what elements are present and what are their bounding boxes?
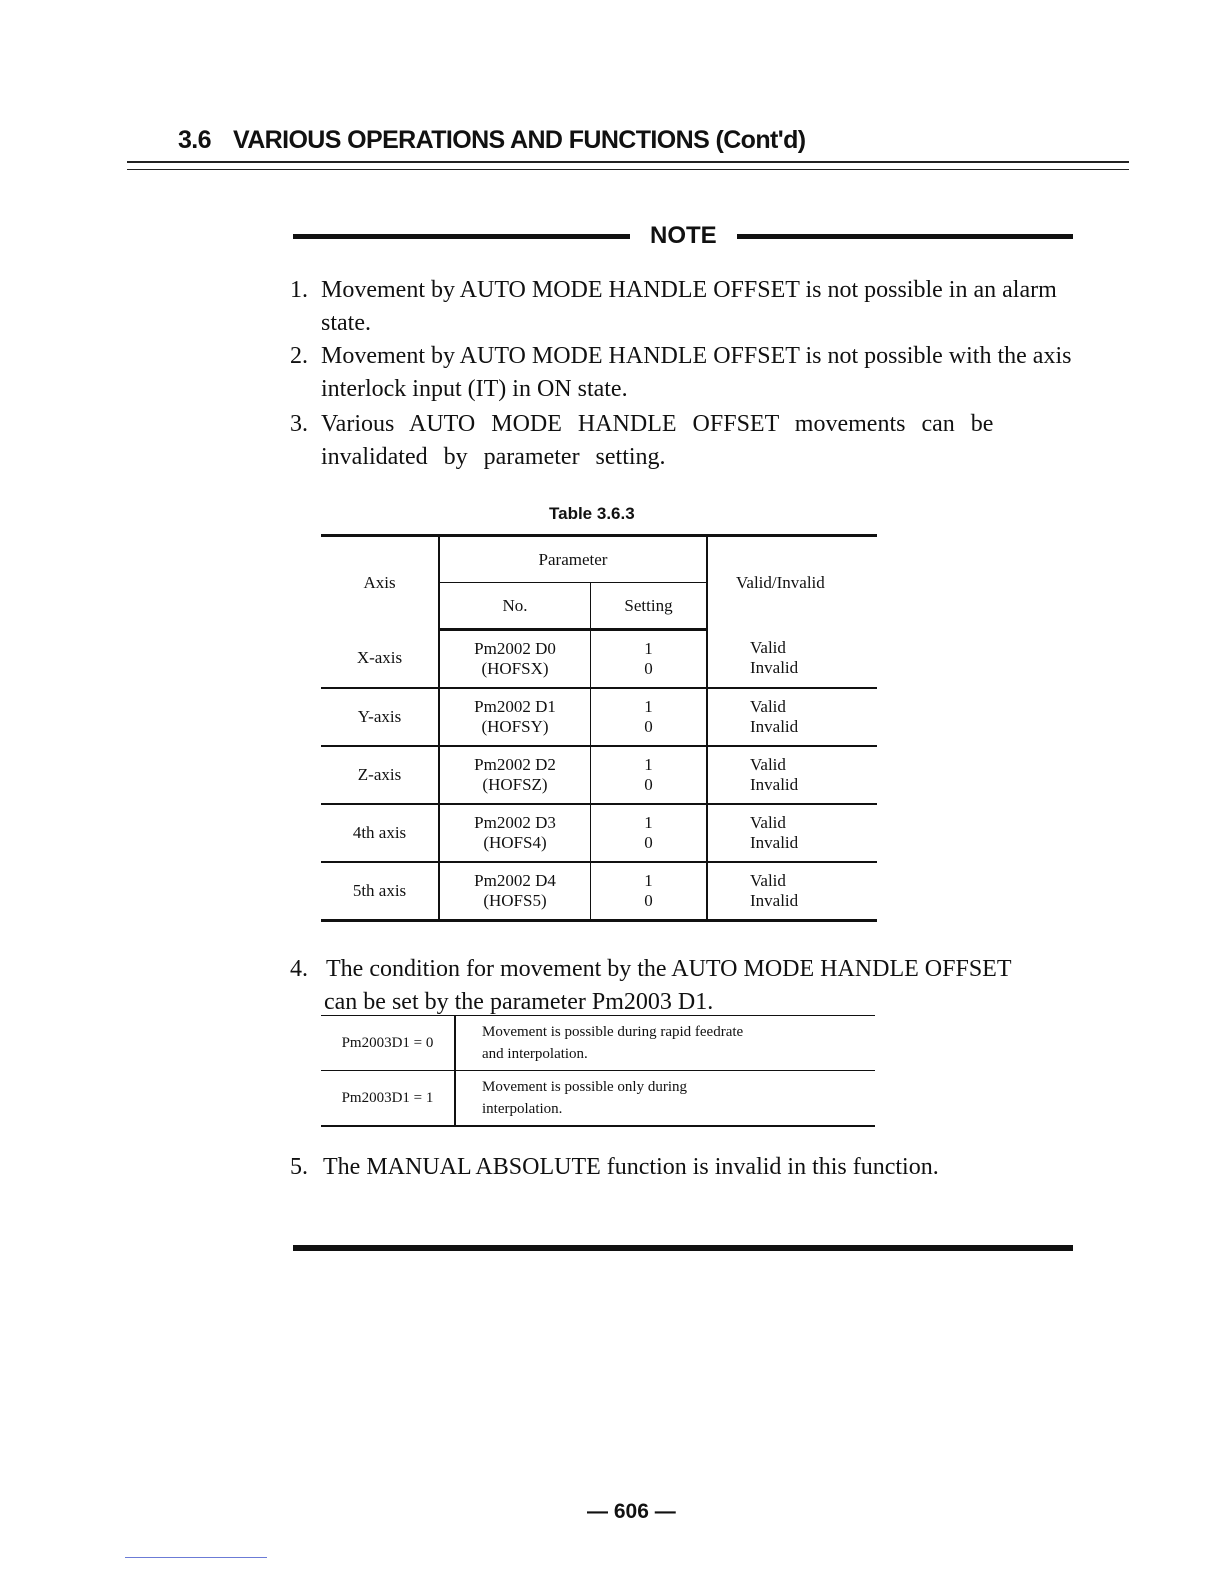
- note-item-number: 1.: [290, 277, 308, 303]
- param-no-cell: Pm2002 D4 (HOFS5): [439, 862, 591, 921]
- note-item-5: [290, 1151, 1080, 1184]
- note-item-number: 4.: [290, 956, 308, 982]
- parameter-table: [321, 534, 877, 922]
- param-no-cell: Pm2002 D1 (HOFSY): [439, 688, 591, 746]
- setting-cell: 1 0: [591, 746, 708, 804]
- condition-key: Pm2003D1 = 1: [321, 1071, 455, 1127]
- table-row: [321, 746, 877, 804]
- condition-value: Movement is possible only during interpolation.: [455, 1071, 875, 1127]
- table-caption: Table 3.6.3: [549, 504, 635, 523]
- table-row: [321, 862, 877, 921]
- axis-cell: X-axis: [321, 630, 439, 689]
- note-item-number: 3.: [290, 411, 308, 437]
- section-heading: [178, 126, 806, 155]
- note-bottom-bar: [293, 1245, 1073, 1251]
- param-no-cell: Pm2002 D0 (HOFSX): [439, 630, 591, 689]
- valid-cell: Valid Invalid: [707, 746, 877, 804]
- note-item-line: The condition for movement by the AUTO MODE HANDLE OFFSET: [326, 956, 1012, 982]
- table-row: [321, 630, 877, 689]
- table-row: [321, 688, 877, 746]
- condition-value: Movement is possible during rapid feedrate and interpolation.: [455, 1016, 875, 1071]
- axis-cell: Y-axis: [321, 688, 439, 746]
- note-item-number: 5.: [290, 1154, 308, 1180]
- note-item-text: The MANUAL ABSOLUTE function is invalid in this function.: [323, 1154, 939, 1180]
- setting-cell: 1 0: [591, 804, 708, 862]
- note-item-line: can be set by the parameter Pm2003 D1.: [324, 989, 714, 1015]
- footer-line: [125, 1557, 267, 1558]
- note-item-number: 2.: [290, 343, 308, 369]
- header-setting: Setting: [591, 583, 708, 630]
- axis-cell: 5th axis: [321, 862, 439, 921]
- table-row: [321, 1071, 875, 1127]
- setting-cell: 1 0: [591, 862, 708, 921]
- note-item-3: [290, 408, 1080, 474]
- valid-cell: Valid Invalid: [707, 804, 877, 862]
- header-rule-thin: [127, 169, 1129, 170]
- condition-key: Pm2003D1 = 0: [321, 1016, 455, 1071]
- valid-cell: Valid Invalid: [707, 688, 877, 746]
- axis-cell: 4th axis: [321, 804, 439, 862]
- note-bar-right: [737, 234, 1073, 239]
- note-item-text: Movement by AUTO MODE HANDLE OFFSET is not possible with the axis interlock input (IT) in ON state.: [321, 343, 1072, 402]
- table-row: [321, 1016, 875, 1071]
- condition-table: [321, 1015, 875, 1127]
- header-no: No.: [439, 583, 591, 630]
- param-no-cell: Pm2002 D2 (HOFSZ): [439, 746, 591, 804]
- header-valid-invalid: Valid/Invalid: [707, 536, 877, 630]
- note-item-1: [290, 274, 1080, 340]
- note-item-4: [290, 953, 1080, 1019]
- valid-cell: Valid Invalid: [707, 630, 877, 689]
- setting-cell: 1 0: [591, 630, 708, 689]
- note-item-text: Various AUTO MODE HANDLE OFFSET movements can be invalidated by parameter setting.: [321, 411, 994, 470]
- section-number: 3.6: [178, 126, 211, 154]
- page-number: — 606 —: [587, 1500, 676, 1523]
- note-label: NOTE: [650, 222, 717, 249]
- table-row: [321, 804, 877, 862]
- header-rule: [127, 161, 1129, 163]
- note-bar-left: [293, 234, 630, 239]
- header-parameter: Parameter: [439, 536, 707, 583]
- note-item-2: [290, 340, 1080, 406]
- param-no-cell: Pm2002 D3 (HOFS4): [439, 804, 591, 862]
- header-axis: Axis: [321, 536, 439, 630]
- note-item-text: Movement by AUTO MODE HANDLE OFFSET is not possible in an alarm state.: [321, 277, 1057, 336]
- axis-cell: Z-axis: [321, 746, 439, 804]
- valid-cell: Valid Invalid: [707, 862, 877, 921]
- setting-cell: 1 0: [591, 688, 708, 746]
- section-title: VARIOUS OPERATIONS AND FUNCTIONS (Cont'd): [232, 126, 806, 154]
